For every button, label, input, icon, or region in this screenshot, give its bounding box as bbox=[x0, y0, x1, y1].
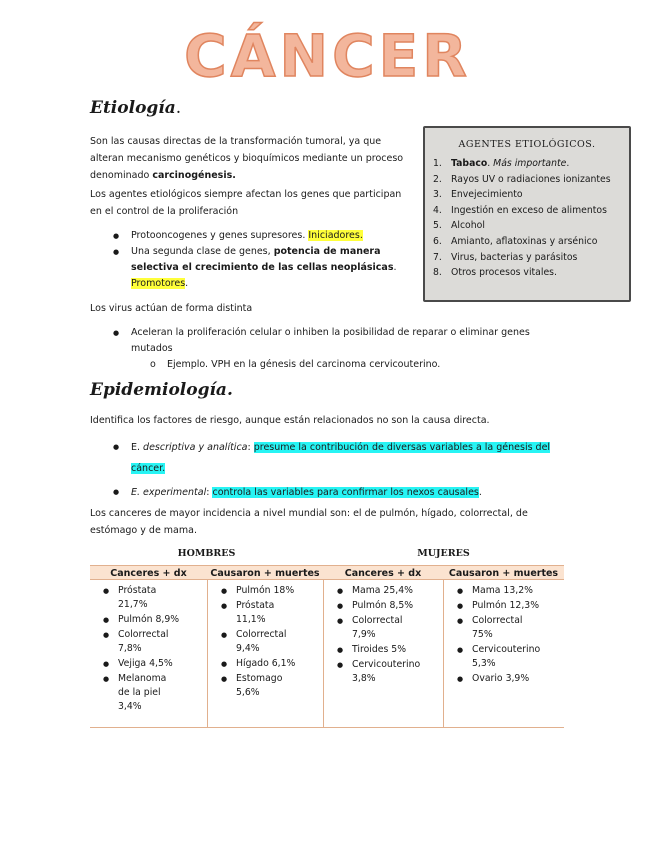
list-item: 4. Ingestión en exceso de alimentos bbox=[433, 204, 607, 216]
table-cell bbox=[323, 580, 443, 727]
epidemiologia-list bbox=[113, 437, 563, 503]
list-item: ● Pulmón 12,3% bbox=[444, 599, 564, 613]
list-item: ● Cervicouterino 3,8% bbox=[324, 658, 443, 686]
virus-paragraph: Los virus actúan de forma distinta bbox=[90, 303, 253, 314]
list-item: ● Mama 25,4% bbox=[324, 584, 443, 598]
list-item: ● Tiroides 5% bbox=[324, 643, 443, 657]
table-header-cell: Canceres + dx bbox=[344, 568, 422, 579]
list-item: 5. Alcohol bbox=[433, 220, 485, 232]
list-item: ● Estomago 5,6% bbox=[208, 672, 323, 700]
list-item: ● Próstata 11,1% bbox=[208, 599, 323, 627]
table-cell bbox=[443, 580, 564, 727]
list-item: ● Protooncogenes y genes supresores. Iniciadores. bbox=[113, 228, 403, 244]
etiologia-heading: Etiología. bbox=[90, 98, 182, 118]
list-item: 8. Otros procesos vitales. bbox=[433, 267, 557, 279]
virus-sub-item: o Ejemplo. VPH en la génesis del carcinoma cervicouterino. bbox=[150, 359, 441, 370]
list-item: ● Próstata 21,7% bbox=[90, 584, 207, 612]
list-item: ● Pulmón 8,5% bbox=[324, 599, 443, 613]
agentes-list bbox=[433, 156, 611, 281]
epidemiologia-intro: Identifica los factores de riesgo, aunque están relacionados no son la causa directa. bbox=[90, 415, 490, 426]
list-item: ● Pulmón 18% bbox=[208, 584, 323, 598]
agentes-title: AGENTES ETIOLÓGICOS. bbox=[458, 139, 596, 150]
genes-list bbox=[113, 228, 403, 292]
list-item: ● Pulmón 8,9% bbox=[90, 613, 207, 627]
list-item: ● Colorrectal 75% bbox=[444, 614, 564, 642]
list-item: ● Colorrectal 7,9% bbox=[324, 614, 443, 642]
table-cell bbox=[90, 580, 207, 727]
list-item: 6. Amianto, aflatoxinas y arsénico bbox=[433, 235, 598, 247]
list-item: 7. Virus, bacterias y parásitos bbox=[433, 251, 578, 263]
cancer-statistics-table bbox=[90, 565, 564, 728]
list-item: ● Mama 13,2% bbox=[444, 584, 564, 598]
list-item: ● Hígado 6,1% bbox=[208, 657, 323, 671]
table-header-cell: Canceres + dx bbox=[110, 568, 187, 579]
list-item: ● Ovario 3,9% bbox=[444, 672, 564, 686]
list-item: ● Aceleran la proliferación celular o inhiben la posibilidad de reparar o eliminar genes mutados bbox=[113, 325, 563, 357]
list-item: 2. Rayos UV o radiaciones ionizantes bbox=[433, 173, 611, 185]
table-header-cell: Causaron + muertes bbox=[448, 568, 559, 579]
page-title: CÁNCER bbox=[184, 22, 471, 90]
list-item: ● Colorrectal 7,8% bbox=[90, 628, 207, 656]
table-row bbox=[90, 580, 564, 728]
list-item: ● E. descriptiva y analítica: presume la contribución de diversas variables a la génesis del cáncer. bbox=[113, 437, 563, 479]
list-item: ● Colorrectal 9,4% bbox=[208, 628, 323, 656]
etiologia-paragraph-1: Son las causas directas de la transformación tumoral, ya que alteran mecanismo genéticos y bioquímicos mediante un proceso denominado carcinogénesis. bbox=[90, 136, 404, 181]
list-item: 3. Envejecimiento bbox=[433, 189, 523, 201]
table-header-row bbox=[90, 565, 564, 580]
table-header-cell: Causaron + muertes bbox=[210, 568, 320, 579]
list-item: 1. Tabaco. Más importante. bbox=[433, 158, 570, 169]
table-group-hombres: HOMBRES bbox=[177, 548, 236, 559]
table-cell bbox=[207, 580, 323, 727]
virus-list bbox=[113, 325, 563, 357]
epidemiologia-heading: Epidemiología. bbox=[90, 380, 233, 400]
list-item: ● Una segunda clase de genes, potencia de manera selectiva el crecimiento de las cellas neoplásicas. Promotores. bbox=[113, 244, 403, 292]
etiologia-paragraph-2: Los agentes etiológicos siempre afectan los genes que participan en el control de la proliferación bbox=[90, 189, 402, 217]
list-item: ● Vejiga 4,5% bbox=[90, 657, 207, 671]
agentes-etiologicos-box bbox=[423, 126, 631, 302]
list-item: ● Melanoma de la piel 3,4% bbox=[90, 672, 207, 714]
list-item: ● Cervicouterino 5,3% bbox=[444, 643, 564, 671]
incidence-paragraph: Los canceres de mayor incidencia a nivel mundial son: el de pulmón, hígado, colorrectal, de estómago y de mama. bbox=[90, 508, 528, 536]
list-item: ● E. experimental: controla las variables para confirmar los nexos causales. bbox=[113, 482, 563, 503]
table-group-mujeres: MUJERES bbox=[417, 548, 470, 559]
